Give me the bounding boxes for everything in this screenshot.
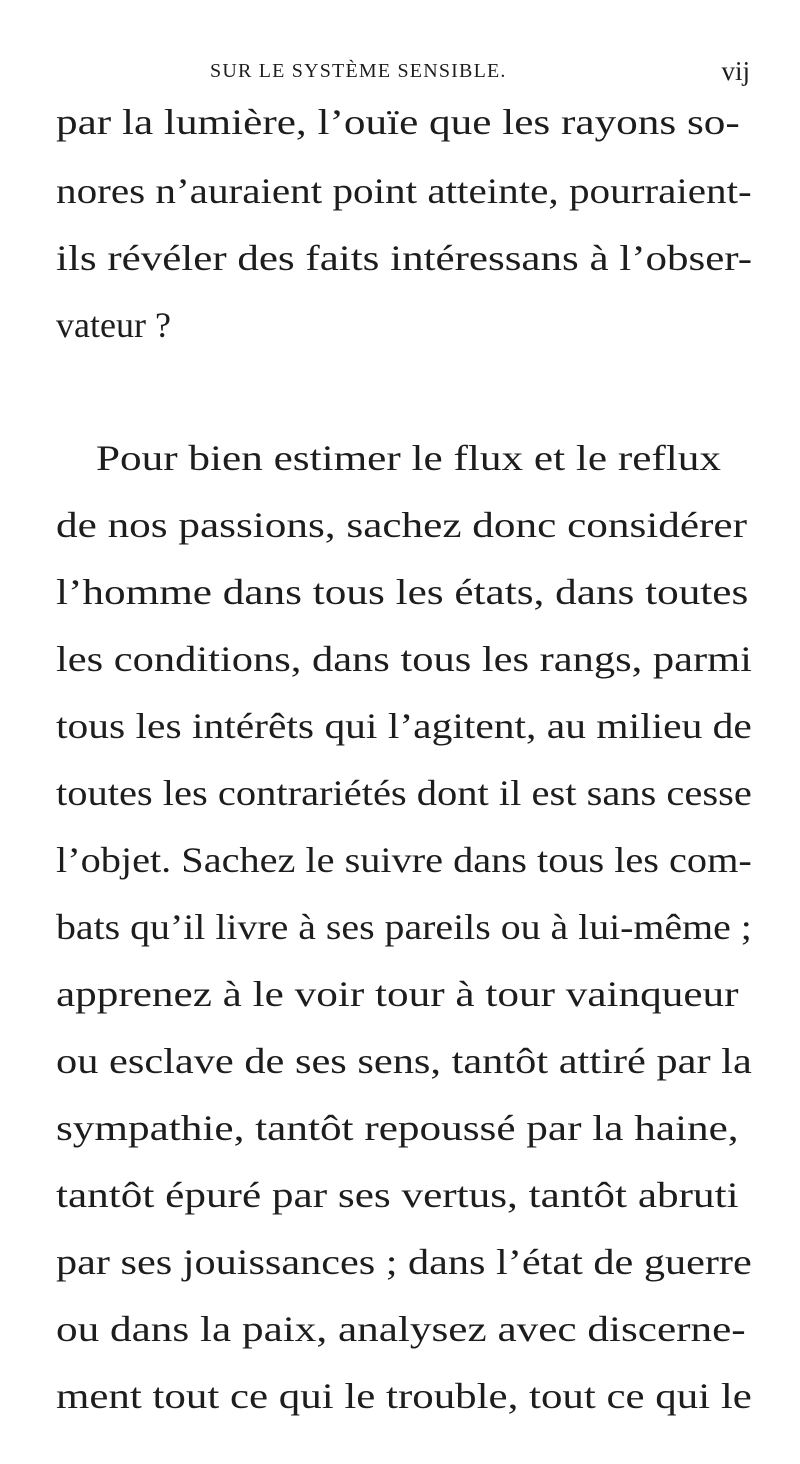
text-line: ils révéler des faits intéressans à l’obser- bbox=[56, 238, 753, 278]
running-title: SUR LE SYSTÈME SENSIBLE. bbox=[210, 60, 507, 82]
page-number: vij bbox=[721, 56, 750, 86]
text-line: de nos passions, sachez donc considérer bbox=[56, 505, 747, 545]
text-line: par ses jouissances ; dans l’état de guerre bbox=[56, 1242, 752, 1282]
text-line: nores n’auraient point atteinte, pourraient- bbox=[56, 171, 752, 211]
text-line: apprenez à le voir tour à tour vainqueur bbox=[56, 974, 739, 1014]
text-line: ou dans la paix, analysez avec discerne- bbox=[56, 1309, 746, 1349]
text-line: tantôt épuré par ses vertus, tantôt abruti bbox=[56, 1175, 739, 1215]
running-head bbox=[210, 56, 770, 90]
text-line: les conditions, dans tous les rangs, parmi bbox=[56, 639, 752, 679]
text-line: bats qu’il livre à ses pareils ou à lui-même ; bbox=[56, 907, 752, 947]
text-line: par la lumière, l’ouïe que les rayons so- bbox=[56, 102, 740, 142]
text-line: tous les intérêts qui l’agitent, au milieu de bbox=[56, 706, 752, 746]
text-line: vateur ? bbox=[56, 305, 171, 345]
text-line: ou esclave de ses sens, tantôt attiré par la bbox=[56, 1041, 752, 1081]
text-line: l’objet. Sachez le suivre dans tous les com- bbox=[56, 840, 752, 880]
text-line: Pour bien estimer le flux et le reflux bbox=[96, 438, 722, 478]
text-line: l’homme dans tous les états, dans toutes bbox=[56, 572, 749, 612]
text-line: sympathie, tantôt repoussé par la haine, bbox=[56, 1108, 739, 1148]
text-line: ment tout ce qui le trouble, tout ce qui le bbox=[56, 1376, 752, 1416]
text-line: toutes les contrariétés dont il est sans cesse bbox=[56, 773, 752, 813]
